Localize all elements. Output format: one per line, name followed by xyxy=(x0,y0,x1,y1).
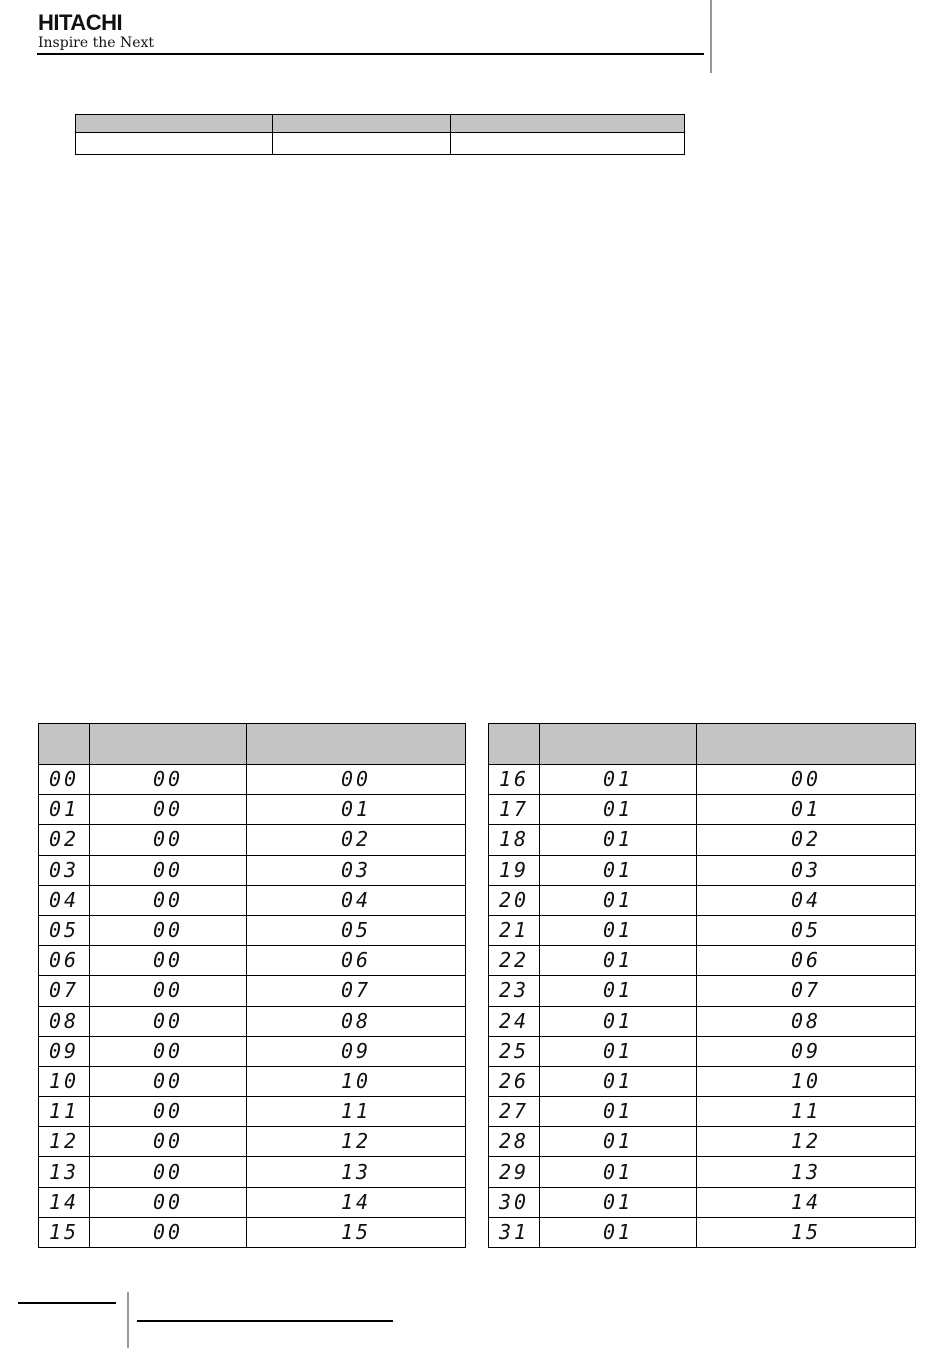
table-cell xyxy=(489,1157,540,1187)
header-cell xyxy=(451,115,685,133)
segment-value: 04 xyxy=(790,887,822,912)
footer-rule-right xyxy=(137,1320,393,1322)
table-cell xyxy=(489,795,540,825)
table-cell xyxy=(451,133,685,155)
table-row xyxy=(39,915,466,945)
segment-value: 05 xyxy=(340,918,372,943)
table-cell xyxy=(540,1036,697,1066)
table-row xyxy=(39,1066,466,1096)
header-vertical-rule xyxy=(710,0,712,73)
segment-value: 14 xyxy=(790,1189,822,1214)
table-row xyxy=(489,1217,916,1247)
segment-value: 13 xyxy=(48,1159,80,1184)
table-cell xyxy=(697,795,916,825)
table-cell xyxy=(39,1187,90,1217)
table-cell xyxy=(247,1036,466,1066)
segment-value: 01 xyxy=(602,948,634,973)
segment-value: 00 xyxy=(152,1129,184,1154)
segment-value: 00 xyxy=(152,948,184,973)
segment-value: 00 xyxy=(152,887,184,912)
segment-value: 01 xyxy=(602,887,634,912)
table-cell xyxy=(39,795,90,825)
segment-value: 03 xyxy=(48,857,80,882)
segment-value: 01 xyxy=(602,1068,634,1093)
table-cell xyxy=(489,1006,540,1036)
table-cell xyxy=(247,855,466,885)
segment-value: 29 xyxy=(498,1159,530,1184)
segment-value: 01 xyxy=(602,827,634,852)
segment-value: 00 xyxy=(152,827,184,852)
table-cell xyxy=(90,1036,247,1066)
table-cell xyxy=(489,1036,540,1066)
table-cell xyxy=(247,885,466,915)
table-row xyxy=(39,1217,466,1247)
table-row xyxy=(39,1006,466,1036)
table-cell xyxy=(39,1127,90,1157)
table-row xyxy=(39,795,466,825)
table-row xyxy=(489,1036,916,1066)
segment-value: 01 xyxy=(602,1038,634,1063)
table-cell xyxy=(489,946,540,976)
table-cell xyxy=(697,1127,916,1157)
header-cell xyxy=(247,724,466,765)
table-cell xyxy=(247,1097,466,1127)
segment-value: 30 xyxy=(498,1189,530,1214)
table-cell xyxy=(90,855,247,885)
summary-table-header xyxy=(76,115,685,133)
table-cell xyxy=(39,1006,90,1036)
segment-value: 01 xyxy=(340,797,372,822)
table-cell xyxy=(90,915,247,945)
segment-value: 00 xyxy=(790,767,822,792)
segment-value: 00 xyxy=(152,1189,184,1214)
table-cell xyxy=(489,915,540,945)
table-row xyxy=(489,1157,916,1187)
table-row xyxy=(489,976,916,1006)
table-row xyxy=(489,825,916,855)
table-cell xyxy=(247,946,466,976)
footer-vertical-rule xyxy=(127,1292,129,1348)
segment-value: 01 xyxy=(602,1219,634,1244)
segment-value: 13 xyxy=(790,1159,822,1184)
segment-value: 15 xyxy=(340,1219,372,1244)
segment-value: 01 xyxy=(602,978,634,1003)
segment-value: 27 xyxy=(498,1099,530,1124)
table-row xyxy=(489,915,916,945)
table-row xyxy=(39,855,466,885)
table-cell xyxy=(90,885,247,915)
table-row xyxy=(39,976,466,1006)
table-cell xyxy=(90,1217,247,1247)
table-cell xyxy=(540,855,697,885)
table-cell xyxy=(697,1097,916,1127)
segment-value: 05 xyxy=(790,918,822,943)
segment-value: 07 xyxy=(790,978,822,1003)
table-cell xyxy=(90,1157,247,1187)
table-cell xyxy=(90,795,247,825)
segment-value: 01 xyxy=(602,1189,634,1214)
table-row xyxy=(39,1127,466,1157)
table-cell xyxy=(39,765,90,795)
table-cell xyxy=(489,1217,540,1247)
segment-value: 09 xyxy=(48,1038,80,1063)
table-row xyxy=(39,1097,466,1127)
segment-value: 00 xyxy=(152,1159,184,1184)
segment-value: 02 xyxy=(48,827,80,852)
summary-table-row xyxy=(76,133,685,155)
segment-value: 01 xyxy=(602,767,634,792)
table-row xyxy=(489,855,916,885)
table-cell xyxy=(39,1157,90,1187)
table-cell xyxy=(247,1217,466,1247)
header-cell xyxy=(697,724,916,765)
table-row xyxy=(39,765,466,795)
segment-value: 03 xyxy=(790,857,822,882)
table-row xyxy=(39,1157,466,1187)
table-cell xyxy=(540,765,697,795)
table-cell xyxy=(39,825,90,855)
segment-value: 08 xyxy=(790,1008,822,1033)
table-cell xyxy=(90,765,247,795)
table-cell xyxy=(540,915,697,945)
table-cell xyxy=(540,795,697,825)
header-cell xyxy=(39,724,90,765)
table-cell xyxy=(540,885,697,915)
table-cell xyxy=(540,1157,697,1187)
table-row xyxy=(39,946,466,976)
segment-value: 01 xyxy=(602,1099,634,1124)
segment-value: 00 xyxy=(48,767,80,792)
segment-value: 03 xyxy=(340,857,372,882)
segment-value: 00 xyxy=(152,1099,184,1124)
segment-value: 00 xyxy=(152,767,184,792)
segment-value: 11 xyxy=(790,1099,822,1124)
table-cell xyxy=(489,825,540,855)
table-cell xyxy=(90,1127,247,1157)
segment-value: 00 xyxy=(152,1068,184,1093)
table-row xyxy=(39,1187,466,1217)
table-cell xyxy=(697,1217,916,1247)
segment-value: 20 xyxy=(498,887,530,912)
table-cell xyxy=(247,1187,466,1217)
segment-value: 01 xyxy=(48,797,80,822)
table-cell xyxy=(273,133,451,155)
table-cell xyxy=(247,1157,466,1187)
header-rule xyxy=(37,53,704,55)
segment-value: 01 xyxy=(602,857,634,882)
table-cell xyxy=(489,765,540,795)
segment-value: 25 xyxy=(498,1038,530,1063)
segment-value: 12 xyxy=(48,1129,80,1154)
segment-value: 10 xyxy=(790,1068,822,1093)
table-cell xyxy=(540,1127,697,1157)
table-cell xyxy=(489,885,540,915)
segment-value: 00 xyxy=(152,918,184,943)
table-cell xyxy=(697,825,916,855)
table-row xyxy=(489,946,916,976)
segment-value: 24 xyxy=(498,1008,530,1033)
table-row xyxy=(39,825,466,855)
segment-value: 06 xyxy=(340,948,372,973)
table-cell xyxy=(697,765,916,795)
header-cell xyxy=(273,115,451,133)
segment-value: 11 xyxy=(340,1099,372,1124)
table-cell xyxy=(247,795,466,825)
table-cell xyxy=(697,1187,916,1217)
segment-value: 23 xyxy=(498,978,530,1003)
header-cell xyxy=(489,724,540,765)
footer-rule-left xyxy=(18,1302,116,1304)
table-cell xyxy=(247,976,466,1006)
segment-value: 31 xyxy=(498,1219,530,1244)
table-cell xyxy=(39,885,90,915)
table-cell xyxy=(540,1066,697,1096)
table-cell xyxy=(90,1066,247,1096)
table-cell xyxy=(697,885,916,915)
segment-value: 18 xyxy=(498,827,530,852)
segment-value: 08 xyxy=(48,1008,80,1033)
table-cell xyxy=(39,946,90,976)
segment-value: 00 xyxy=(152,857,184,882)
segment-value: 01 xyxy=(790,797,822,822)
segment-value: 09 xyxy=(340,1038,372,1063)
table-cell xyxy=(540,946,697,976)
hitachi-logo xyxy=(38,12,154,51)
segment-value: 02 xyxy=(790,827,822,852)
segment-value: 04 xyxy=(48,887,80,912)
table-row xyxy=(489,1066,916,1096)
table-row xyxy=(489,1127,916,1157)
segment-value: 04 xyxy=(340,887,372,912)
table-row xyxy=(39,885,466,915)
table-cell xyxy=(39,855,90,885)
segment-value: 00 xyxy=(340,767,372,792)
segment-value: 17 xyxy=(498,797,530,822)
address-table-header xyxy=(489,724,916,765)
table-cell xyxy=(489,1187,540,1217)
segment-value: 00 xyxy=(152,1219,184,1244)
table-cell xyxy=(540,1097,697,1127)
table-cell xyxy=(39,915,90,945)
segment-value: 00 xyxy=(152,1008,184,1033)
address-table-left xyxy=(38,723,466,1248)
table-cell xyxy=(247,765,466,795)
table-cell xyxy=(540,1217,697,1247)
segment-value: 07 xyxy=(48,978,80,1003)
table-cell xyxy=(39,1066,90,1096)
table-row xyxy=(489,1187,916,1217)
segment-value: 01 xyxy=(602,1159,634,1184)
table-cell xyxy=(489,976,540,1006)
header-cell xyxy=(90,724,247,765)
table-cell xyxy=(697,976,916,1006)
table-cell xyxy=(697,946,916,976)
segment-value: 15 xyxy=(790,1219,822,1244)
table-cell xyxy=(39,1036,90,1066)
table-cell xyxy=(39,976,90,1006)
address-table-header xyxy=(39,724,466,765)
segment-value: 28 xyxy=(498,1129,530,1154)
table-row xyxy=(489,1006,916,1036)
table-row xyxy=(489,885,916,915)
segment-value: 07 xyxy=(340,978,372,1003)
header-cell xyxy=(76,115,273,133)
table-cell xyxy=(540,1187,697,1217)
table-cell xyxy=(247,915,466,945)
table-cell xyxy=(540,825,697,855)
segment-value: 15 xyxy=(48,1219,80,1244)
table-cell xyxy=(540,976,697,1006)
summary-table xyxy=(75,114,685,155)
table-cell xyxy=(90,825,247,855)
table-cell xyxy=(39,1097,90,1127)
segment-value: 02 xyxy=(340,827,372,852)
segment-value: 16 xyxy=(498,767,530,792)
table-cell xyxy=(39,1217,90,1247)
table-row xyxy=(39,1036,466,1066)
segment-value: 19 xyxy=(498,857,530,882)
table-cell xyxy=(247,1006,466,1036)
table-cell xyxy=(697,1006,916,1036)
brand-tagline: Inspire the Next xyxy=(38,35,155,51)
table-cell xyxy=(697,915,916,945)
segment-value: 14 xyxy=(48,1189,80,1214)
table-row xyxy=(489,765,916,795)
segment-value: 10 xyxy=(340,1068,372,1093)
table-row xyxy=(489,795,916,825)
segment-value: 11 xyxy=(48,1099,80,1124)
table-row xyxy=(489,1097,916,1127)
segment-value: 13 xyxy=(340,1159,372,1184)
segment-value: 06 xyxy=(48,948,80,973)
table-cell xyxy=(489,1066,540,1096)
table-cell xyxy=(90,1097,247,1127)
table-cell xyxy=(540,1006,697,1036)
segment-value: 22 xyxy=(498,948,530,973)
segment-value: 00 xyxy=(152,978,184,1003)
segment-value: 09 xyxy=(790,1038,822,1063)
table-cell xyxy=(76,133,273,155)
segment-value: 10 xyxy=(48,1068,80,1093)
segment-value: 12 xyxy=(790,1129,822,1154)
segment-value: 12 xyxy=(340,1129,372,1154)
segment-value: 00 xyxy=(152,1038,184,1063)
table-cell xyxy=(90,946,247,976)
table-cell xyxy=(489,855,540,885)
table-cell xyxy=(489,1097,540,1127)
segment-value: 00 xyxy=(152,797,184,822)
segment-value: 05 xyxy=(48,918,80,943)
segment-value: 14 xyxy=(340,1189,372,1214)
table-cell xyxy=(697,855,916,885)
segment-value: 01 xyxy=(602,797,634,822)
table-cell xyxy=(489,1127,540,1157)
table-cell xyxy=(697,1066,916,1096)
segment-value: 21 xyxy=(498,918,530,943)
table-cell xyxy=(90,1187,247,1217)
table-cell xyxy=(697,1036,916,1066)
table-cell xyxy=(90,976,247,1006)
segment-value: 26 xyxy=(498,1068,530,1093)
segment-value: 01 xyxy=(602,918,634,943)
table-cell xyxy=(247,1127,466,1157)
segment-value: 01 xyxy=(602,1008,634,1033)
table-cell xyxy=(247,825,466,855)
table-cell xyxy=(697,1157,916,1187)
segment-value: 06 xyxy=(790,948,822,973)
address-table-right xyxy=(488,723,916,1248)
table-cell xyxy=(247,1066,466,1096)
header-cell xyxy=(540,724,697,765)
segment-value: 08 xyxy=(340,1008,372,1033)
table-cell xyxy=(90,1006,247,1036)
brand-name: HITACHI xyxy=(38,10,123,35)
segment-value: 01 xyxy=(602,1129,634,1154)
